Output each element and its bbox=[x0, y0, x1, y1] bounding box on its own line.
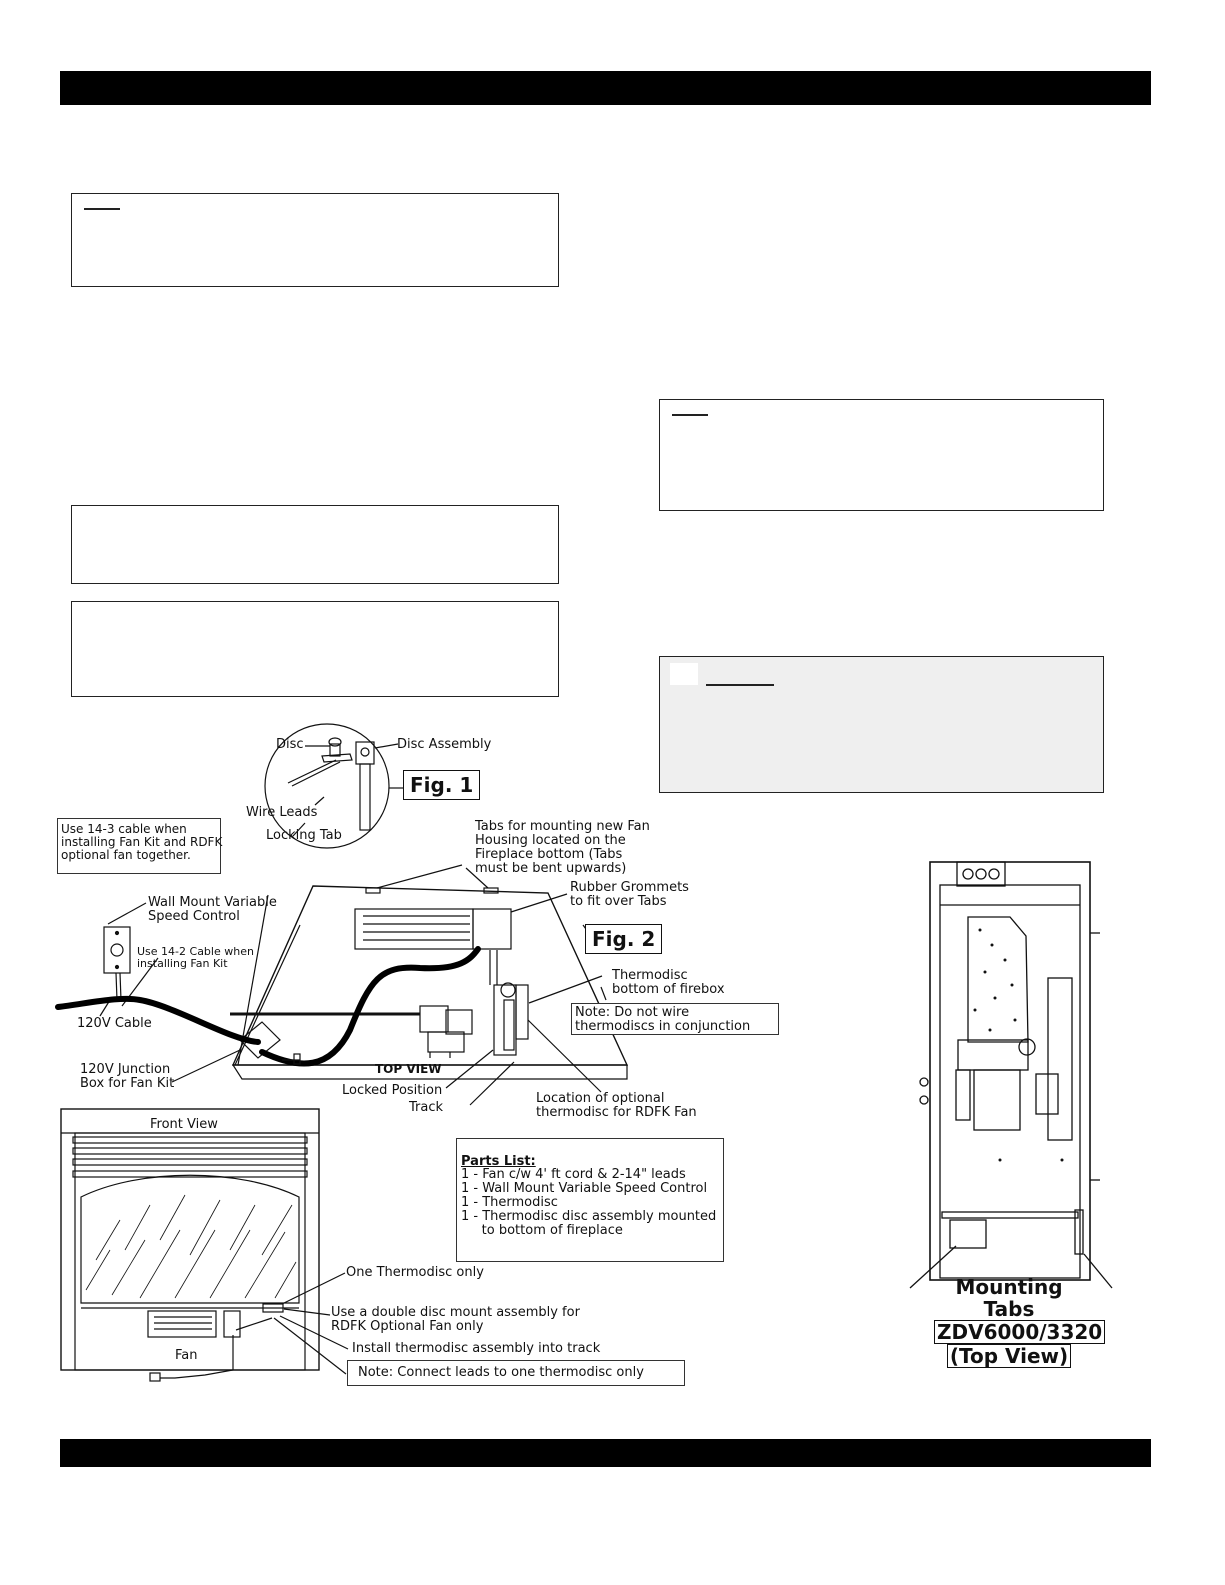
mounting-tabs-label: Tabs for mounting new Fan Housing located on the Fireplace bottom (Tabs must be bent upwards) bbox=[475, 819, 650, 876]
front-view-title: Front View bbox=[150, 1117, 218, 1132]
cable-14-3-note: Use 14-3 cable when installing Fan Kit and RDFK optional fan together. bbox=[57, 818, 221, 874]
mounting-tabs-line3: (Top View) bbox=[947, 1344, 1071, 1368]
thermodisc-label: Thermodisc bottom of firebox bbox=[612, 968, 725, 997]
mounting-tabs-line1: Mounting Tabs bbox=[955, 1275, 1063, 1321]
locking-tab-label: Locking Tab bbox=[266, 828, 342, 843]
mounting-tabs-caption bbox=[934, 1275, 1103, 1368]
locked-position-label: Locked Position bbox=[342, 1083, 443, 1098]
no-wire-note: Note: Do not wire thermodiscs in conjunction bbox=[571, 1003, 779, 1035]
parts-list bbox=[456, 1138, 724, 1262]
fig2-caption: Fig. 2 bbox=[585, 924, 662, 954]
parts-item: 1 - Fan c/w 4' ft cord & 2-14" leads bbox=[461, 1167, 686, 1182]
connect-leads-note: Note: Connect leads to one thermodisc only bbox=[347, 1360, 685, 1386]
mounting-tabs-line2: ZDV6000/3320 bbox=[934, 1320, 1105, 1344]
cable-14-2-label: Use 14-2 Cable when installing Fan Kit bbox=[137, 945, 254, 970]
one-thermodisc-label: One Thermodisc only bbox=[346, 1265, 484, 1280]
double-disc-label: Use a double disc mount assembly for RDFK Optional Fan only bbox=[331, 1305, 580, 1334]
top-view-label: TOP VIEW bbox=[375, 1062, 442, 1076]
parts-item: 1 - Thermodisc disc assembly mounted to bottom of fireplace bbox=[461, 1209, 717, 1238]
junction-box-label: 120V Junction Box for Fan Kit bbox=[80, 1062, 175, 1091]
gas-valve bbox=[420, 1006, 472, 1058]
disc-label: Disc bbox=[276, 737, 304, 752]
disc-assembly-part bbox=[356, 742, 398, 830]
wall-control-label: Wall Mount Variable Speed Control bbox=[148, 895, 277, 924]
rubber-grommets-label: Rubber Grommets to fit over Tabs bbox=[570, 880, 689, 909]
optional-thermodisc-label: Location of optional thermodisc for RDFK Fan bbox=[536, 1091, 697, 1120]
zdv6000-top-view bbox=[910, 862, 1112, 1288]
wire-leads-label: Wire Leads bbox=[246, 805, 318, 820]
firebox-bottom-platform bbox=[233, 886, 627, 1065]
parts-item: 1 - Wall Mount Variable Speed Control bbox=[461, 1181, 708, 1196]
thermodisc-track bbox=[494, 983, 528, 1055]
install-label: Install thermodisc assembly into track bbox=[352, 1341, 601, 1356]
cable-120v-label: 120V Cable bbox=[77, 1016, 152, 1031]
fig1-caption: Fig. 1 bbox=[403, 770, 480, 800]
parts-list-title: Parts List: bbox=[461, 1154, 536, 1169]
parts-item: 1 - Thermodisc bbox=[461, 1195, 558, 1210]
disc-assembly-label: Disc Assembly bbox=[397, 737, 492, 752]
track-label: Track bbox=[409, 1100, 444, 1115]
front-view-drawing bbox=[61, 1109, 348, 1381]
zdv6000-dots bbox=[974, 929, 1064, 1162]
power-cables bbox=[58, 949, 478, 1064]
fan-housing bbox=[355, 909, 511, 949]
fan-label: Fan bbox=[175, 1348, 198, 1363]
